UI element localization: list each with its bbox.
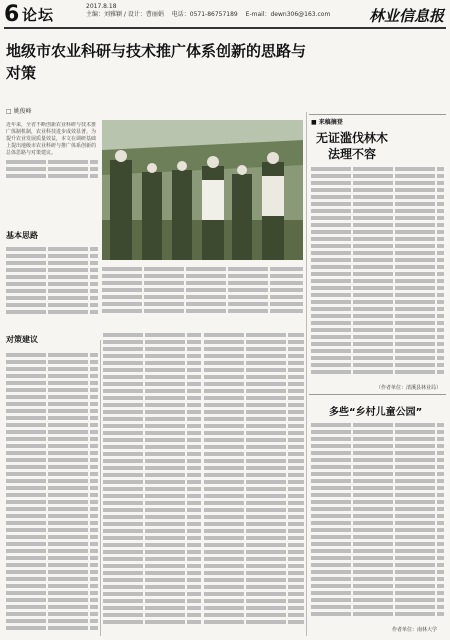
masthead-meta xyxy=(86,3,330,19)
intro-text xyxy=(6,122,98,226)
intro-paragraph: 近年来，全省不断创新农业科研与技术推广体制机制，农业科技进步成效显著。为提升农业发展质量效益，本文在调研基础上提出地级市农业科研与推广体系创新的总体思路与对策建议。 xyxy=(6,122,97,156)
newspaper-brand: 林业信息报 xyxy=(368,7,444,25)
field-visit-photo xyxy=(102,120,303,260)
byline: □ 姚俊峰 xyxy=(6,108,32,115)
editor-line xyxy=(86,11,330,19)
sidebar-title-block xyxy=(316,130,388,162)
measures-column-1 xyxy=(6,350,98,636)
page-number: 6 xyxy=(4,2,20,27)
email: E-mail：dewn306@163.com xyxy=(245,11,331,18)
phone: 电话：0571-86757189 xyxy=(171,11,238,18)
date: 2017.8.18 xyxy=(86,3,117,10)
measures-column-3 xyxy=(204,330,304,636)
section-name: 论坛 xyxy=(22,6,55,24)
sidebar-signature-1: （作者单位：清溪县林业局） xyxy=(376,385,442,391)
sidebar-signature-2: 作者单位：南林大学 xyxy=(392,627,438,633)
masthead-rule xyxy=(4,27,446,29)
section-heading-measures: 对策建议 xyxy=(6,335,38,344)
column-divider xyxy=(100,340,101,636)
sidebar-title-2: 法理不容 xyxy=(328,147,377,161)
sidebar-text-1 xyxy=(311,164,444,380)
sidebar-divider xyxy=(306,112,307,636)
masthead xyxy=(0,0,450,30)
sidebar-kicker: ■ 来稿摘登 xyxy=(311,119,343,126)
measures-column-2 xyxy=(103,330,201,636)
section-heading-basic: 基本思路 xyxy=(6,231,38,240)
sidebar-text-2 xyxy=(311,420,444,620)
sidebar-mid-rule xyxy=(309,394,446,395)
photo-illustration xyxy=(102,120,303,260)
sidebar-title-3: 多些“乡村儿童公园” xyxy=(329,407,423,418)
basic-text xyxy=(6,244,98,328)
sidebar-title-1: 无证滥伐林木 xyxy=(316,131,389,145)
sidebar-top-rule xyxy=(309,114,446,115)
editor: 主编：刘雅颖 / 设计：曹丽娟 xyxy=(86,11,164,18)
text-column-upper xyxy=(102,264,303,326)
article-headline: 地级市农业科研与技术推广体系创新的思路与对策 xyxy=(6,42,307,82)
